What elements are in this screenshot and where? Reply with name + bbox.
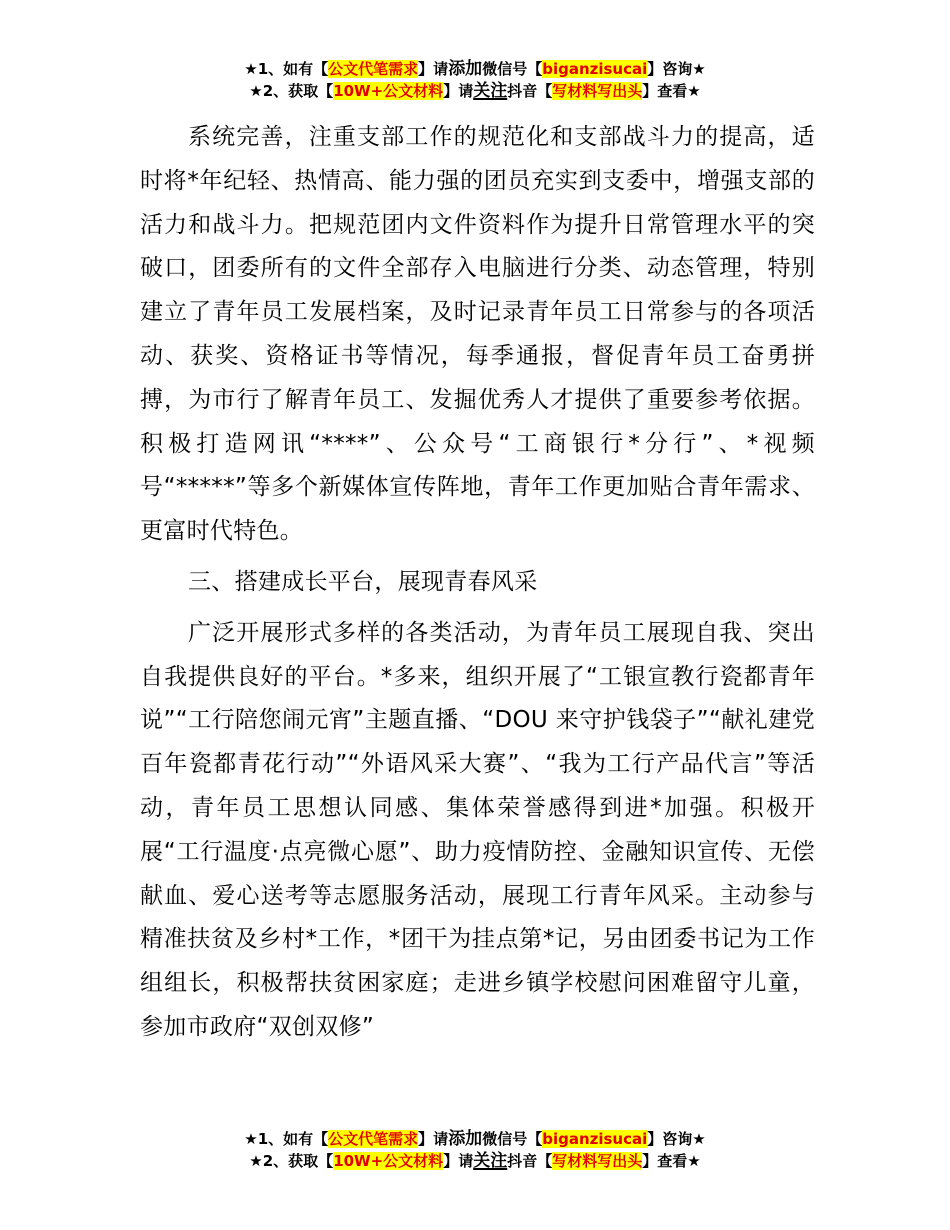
banner-line-2: ★2、获取【10W+公文材料】请关注抖音【写材料写出头】查看★ xyxy=(249,81,701,101)
banner-emphasis: 添加 xyxy=(448,59,483,79)
banner-line-1: ★1、如有【公文代笔需求】请添加微信号【biganzisucai】咨询★ xyxy=(244,59,706,79)
banner-highlight: 公文代笔需求 xyxy=(328,60,419,78)
banner-emphasis: 关注 xyxy=(473,1151,508,1171)
banner-highlight: 公文代笔需求 xyxy=(328,1130,419,1148)
banner-wechat-id: biganzisucai xyxy=(542,1130,648,1148)
banner-douyin-id: 写材料写出头 xyxy=(552,1152,643,1170)
paragraph-2: 广泛开展形式多样的各类活动，为青年员工展现自我、突出自我提供良好的平台。*多来，组织开展了“工银宣教行瓷都青年说”“工行陪您闹元宵”主题直播、“DOU 来守护钱袋子”“献礼建党百年瓷都青花行动”“外语风采大赛”、“我为工行产品代言”等活动，青年员工思想认同感、集体荣誉感得到进*加强。积极开展“工行温度·点亮微心愿”、助力疫情防控、金融知识宣传、无偿献血、爱心送考等志愿服务活动，展现工行青年风采。主动参与精准扶贫及乡村*工作，*团干为挂点第*记，另由团委书记为工作组组长，积极帮扶贫困家庭；走进乡镇学校慰问困难留守儿童，参加市政府“双创双修” xyxy=(140,619,815,1040)
banner-highlight: 10W+公文材料 xyxy=(333,82,444,100)
banner-emphasis: 添加 xyxy=(448,1129,483,1149)
banner-line-1: ★1、如有【公文代笔需求】请添加微信号【biganzisucai】咨询★ xyxy=(244,1129,706,1149)
header-banner xyxy=(0,58,950,102)
footer-banner xyxy=(0,1128,950,1172)
section-heading: 三、搭建成长平台，展现青春风采 xyxy=(188,568,538,595)
paragraph-1: 系统完善，注重支部工作的规范化和支部战斗力的提高，适时将*年纪轻、热情高、能力强的团员充实到支委中，增强支部的活力和战斗力。把规范团内文件资料作为提升日常管理水平的突破口，团委所有的文件全部存入电脑进行分类、动态管理，特别建立了青年员工发展档案，及时记录青年员工日常参与的各项活动、获奖、资格证书等情况，每季通报，督促青年员工奋勇拼搏，为市行了解青年员工、发掘优秀人才提供了重要参考依据。积极打造网讯“****”、公众号“工商银行*分行”、*视频号“*****”等多个新媒体宣传阵地，青年工作更加贴合青年需求、更富时代特色。 xyxy=(140,124,815,545)
banner-emphasis: 关注 xyxy=(473,81,508,101)
banner-line-2: ★2、获取【10W+公文材料】请关注抖音【写材料写出头】查看★ xyxy=(249,1151,701,1171)
document-body xyxy=(140,116,815,1057)
banner-douyin-id: 写材料写出头 xyxy=(552,82,643,100)
banner-wechat-id: biganzisucai xyxy=(542,60,648,78)
banner-highlight: 10W+公文材料 xyxy=(333,1152,444,1170)
